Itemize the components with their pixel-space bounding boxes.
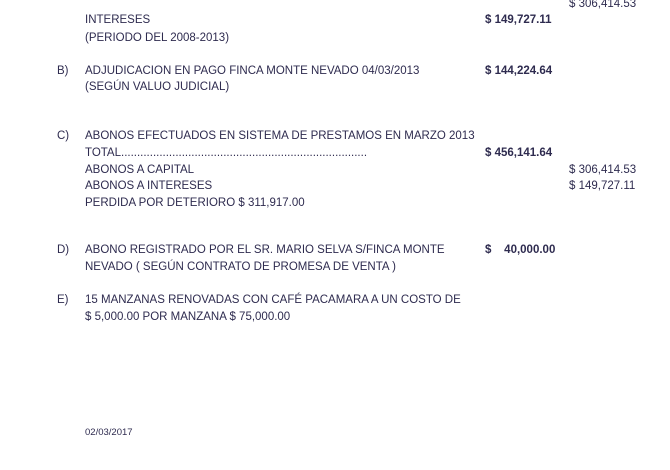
section-c-capital-label: ABONOS A CAPITAL — [85, 164, 195, 176]
section-e-line2: $ 5,000.00 POR MANZANA $ 75,000.00 — [85, 311, 291, 323]
intereses-label: INTERESES — [85, 14, 151, 26]
section-c-perdida: PERDIDA POR DETERIORO $ 311,917.00 — [85, 197, 305, 209]
section-b-line1: ADJUDICACION EN PAGO FINCA MONTE NEVADO 04/03/2013 — [85, 65, 420, 77]
section-c-line1: ABONOS EFECTUADOS EN SISTEMA DE PRESTAMOS EN MARZO 2013 — [85, 130, 475, 142]
section-e-line1: 15 MANZANAS RENOVADAS CON CAFÉ PACAMARA A UN COSTO DE — [85, 294, 461, 306]
top-amount: $ 306,414.53 — [569, 0, 637, 10]
section-c-capital-amount: $ 306,414.53 — [569, 164, 637, 176]
section-c-total-label: TOTAL............................................................................. — [85, 147, 368, 159]
section-d-letter: D) — [57, 244, 70, 256]
section-b-letter: B) — [57, 65, 69, 77]
intereses-period: (PERIODO DEL 2008-2013) — [85, 32, 230, 44]
section-b-amount: $ 144,224.64 — [485, 65, 553, 77]
section-c-total-amount: $ 456,141.64 — [485, 147, 553, 159]
intereses-amount: $ 149,727.11 — [485, 14, 552, 26]
section-d-line2: NEVADO ( SEGÚN CONTRATO DE PROMESA DE VENTA ) — [85, 261, 396, 273]
section-c-intereses-amount: $ 149,727.11 — [569, 180, 636, 192]
section-d-line1: ABONO REGISTRADO POR EL SR. MARIO SELVA S/FINCA MONTE — [85, 244, 445, 256]
section-c-intereses-label: ABONOS A INTERESES — [85, 180, 213, 192]
footer-date: 02/03/2017 — [85, 427, 133, 438]
section-b-line2: (SEGÚN VALUO JUDICIAL) — [85, 81, 230, 93]
section-d-amount: $ 40,000.00 — [485, 244, 556, 256]
section-e-letter: E) — [57, 294, 69, 306]
section-c-letter: C) — [57, 130, 70, 142]
